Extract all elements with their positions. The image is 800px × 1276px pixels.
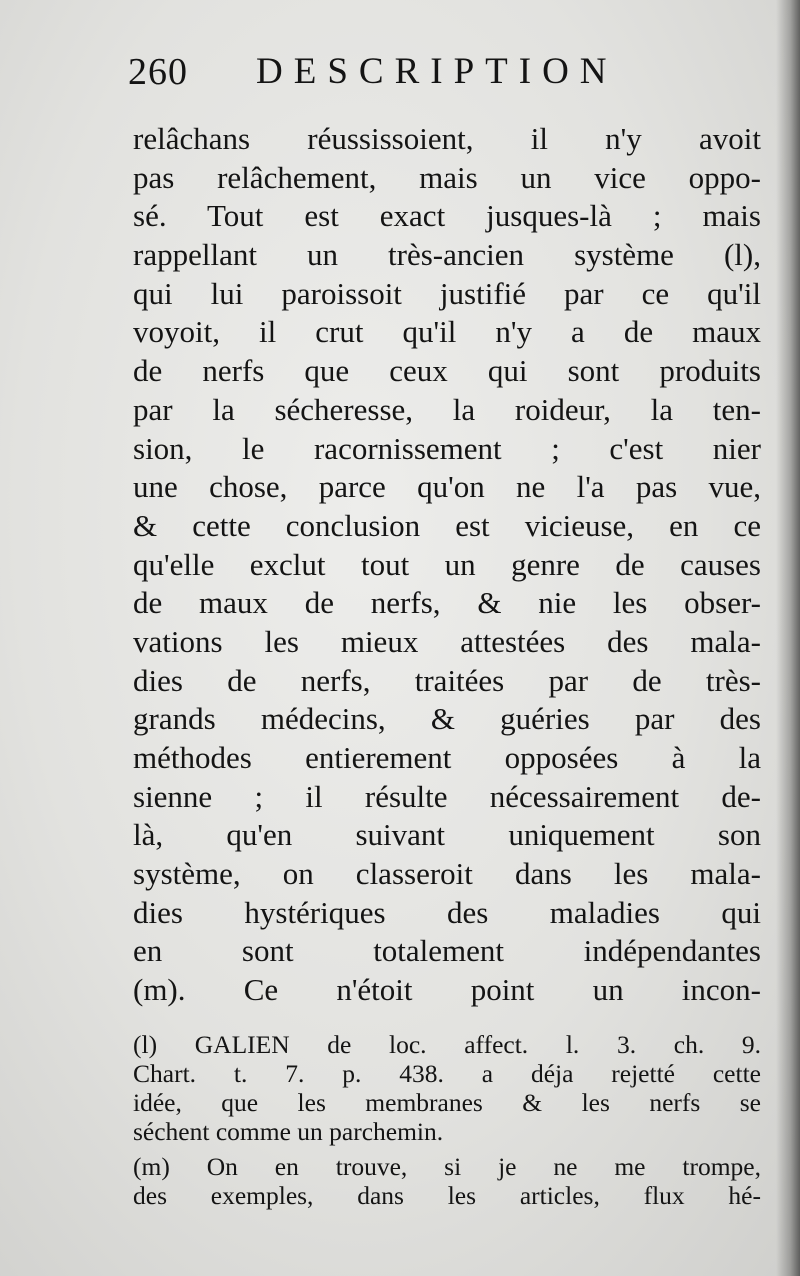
body-text [133, 120, 761, 1010]
page-header [128, 50, 648, 100]
footnote-line: séchent comme un parchemin. [133, 1117, 444, 1146]
body-line: vations les mieux attestées des mala- [133, 623, 761, 659]
body-line: & cette conclusion est vicieuse, en ce [133, 507, 761, 543]
body-line: voyoit, il crut qu'il n'y a de maux [133, 314, 761, 350]
body-line: qui lui paroissoit justifié par ce qu'il [133, 275, 761, 311]
body-line: relâchans réussissoient, il n'y avoit [133, 121, 761, 156]
body-line: système, on classeroit dans les mala- [133, 856, 761, 892]
body-line: une chose, parce qu'on ne l'a pas vue, [133, 469, 761, 505]
body-line: grands médecins, & guéries par des [133, 701, 761, 737]
footnote-line: (l) GALIEN de loc. affect. l. 3. ch. 9. [133, 1030, 761, 1059]
body-line: là, qu'en suivant uniquement son [133, 817, 761, 853]
body-line: par la sécheresse, la roideur, la ten- [133, 391, 761, 427]
body-line: qu'elle exclut tout un genre de causes [133, 546, 761, 582]
page-number: 260 [128, 51, 188, 93]
body-line: dies de nerfs, traitées par de très- [133, 662, 761, 698]
footnote-line: Chart. t. 7. p. 438. a déja rejetté cette [133, 1059, 761, 1088]
body-line: (m). Ce n'étoit point un incon- [133, 972, 761, 1008]
footnote-line: idée, que les membranes & les nerfs se [133, 1088, 761, 1117]
body-line: en sont totalement indépendantes [133, 933, 761, 969]
footnotes [133, 1030, 761, 1210]
body-line: pas relâchement, mais un vice oppo- [133, 159, 761, 195]
footnote-line: (m) On en trouve, si je ne me trompe, [133, 1152, 761, 1181]
body-line: de nerfs que ceux qui sont produits [133, 353, 761, 389]
body-line: sienne ; il résulte nécessairement de- [133, 778, 761, 814]
body-line: sé. Tout est exact jusques-là ; mais [133, 198, 761, 234]
body-line: sion, le racornissement ; c'est nier [133, 430, 761, 466]
body-line: rappellant un très-ancien système (l), [133, 237, 761, 273]
footnote-line: des exemples, dans les articles, flux hé- [133, 1181, 761, 1210]
page-gutter-shadow [776, 0, 800, 1276]
body-line: méthodes entierement opposées à la [133, 740, 761, 775]
running-head: DESCRIPTION [256, 51, 618, 92]
body-line: dies hystériques des maladies qui [133, 894, 761, 930]
body-line: de maux de nerfs, & nie les obser- [133, 585, 761, 621]
